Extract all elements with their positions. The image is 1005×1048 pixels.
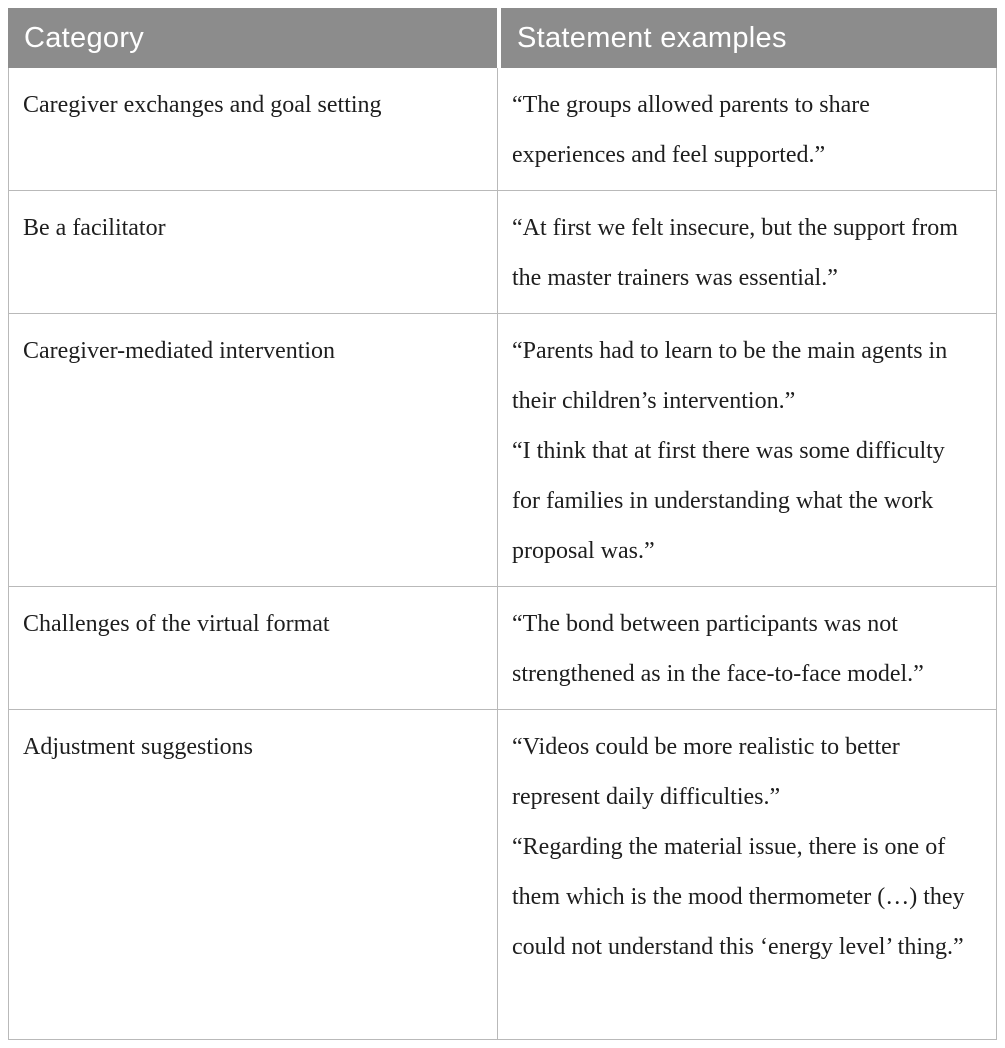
table-header-row [8, 8, 997, 68]
table-row [9, 587, 996, 710]
statement-text: “I think that at first there was some difficulty for families in understanding what the work proposal was.” [512, 438, 945, 564]
statement-cell [498, 314, 996, 586]
statement-text: “The bond between participants was not strengthened as in the face-to-face model.” [512, 611, 924, 687]
category-cell: Adjustment suggestions [9, 710, 498, 1039]
statement-cell [498, 191, 996, 313]
statement-text: “The groups allowed parents to share experiences and feel supported.” [512, 92, 870, 168]
column-header-statement-examples: Statement examples [501, 8, 997, 68]
qualitative-statements-table [8, 8, 997, 1040]
statement-text: “Videos could be more realistic to better represent daily difficulties.” [512, 734, 900, 810]
category-cell: Be a facilitator [9, 191, 498, 313]
table-row [9, 314, 996, 587]
table-body [8, 68, 997, 1040]
category-cell: Caregiver-mediated intervention [9, 314, 498, 586]
category-cell: Caregiver exchanges and goal setting [9, 68, 498, 190]
column-header-category: Category [8, 8, 497, 68]
statement-cell [498, 587, 996, 709]
statement-text: “Regarding the material issue, there is one of them which is the mood thermometer (…) they could not understand this ‘energy level’ thing.” [512, 834, 965, 960]
statement-text: “At first we felt insecure, but the support from the master trainers was essential.” [512, 215, 958, 291]
table-row [9, 68, 996, 191]
statement-cell [498, 710, 996, 1039]
table-row [9, 710, 996, 1039]
table-row [9, 191, 996, 314]
category-cell: Challenges of the virtual format [9, 587, 498, 709]
statement-cell [498, 68, 996, 190]
statement-text: “Parents had to learn to be the main agents in their children’s intervention.” [512, 338, 948, 414]
